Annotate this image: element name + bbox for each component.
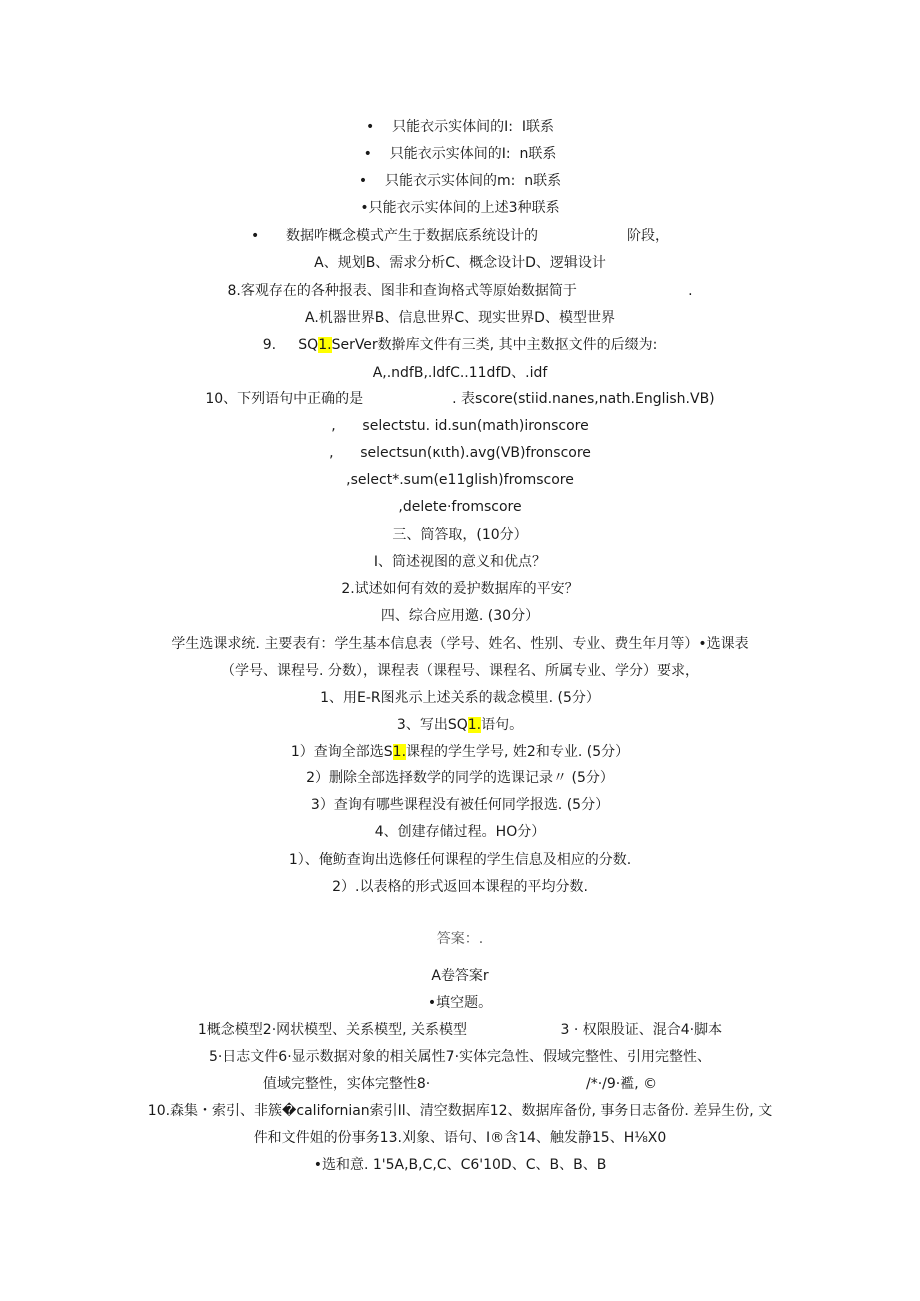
answer-title: 答案：. bbox=[436, 931, 484, 947]
section-4-title: 四、综合应用邀. (30分） bbox=[380, 608, 540, 624]
question-10-option-c: ,select*.sum(e11glish)fromscore bbox=[346, 472, 574, 488]
question-9-options: A,.ndfB,.ldfC..11dfD、.idf bbox=[372, 365, 548, 381]
question-9 bbox=[0, 336, 920, 354]
answer-line-2: 5·日志文件6·显示数据对象的相关属性7·实体完急性、假域完整性、引用完整性、 bbox=[208, 1049, 712, 1065]
question-8-options: A.机器世界B、信息世界C、现实世界D、模型世界 bbox=[305, 310, 615, 326]
question-7-options: A、规划B、需求分析C、概念设计D、逻辑设计 bbox=[314, 255, 606, 271]
question-9-post: SerVer数擀库文件有三类, 其中主数抠文件的后缀为: bbox=[331, 337, 658, 353]
question-9-pre: 9. SQ bbox=[262, 337, 319, 353]
section-4-question-3-1 bbox=[0, 743, 920, 761]
sec4-q3-1-post: 课程的学生学号, 姓2和专业. (5分） bbox=[406, 744, 630, 760]
question-10-option-a: , selectstu. id.sun(math)ironscore bbox=[331, 418, 589, 434]
section-4-question-4-1: 1）、俺鲂查询出选修任何课程的学生信息及相应的分数. bbox=[288, 852, 632, 868]
section-4-question-3-2: 2）删除全部选择数学的同学的选课记录〃 (5分） bbox=[306, 770, 614, 786]
section-4-question-3-3: 3）查询有哪些课程没有被任何同学报选. (5分） bbox=[310, 797, 610, 813]
sec4-q3-post: 语句。 bbox=[481, 717, 524, 733]
section-4-question-4: 4、创建存储过程。HO分） bbox=[374, 824, 546, 840]
section-4-desc-2: （学号、课程号. 分数），课程表（课程号、课程名、所属专业、学分）要求， bbox=[221, 663, 699, 679]
highlight-mark: 1. bbox=[392, 744, 407, 760]
answer-line-4: 10.森集・索引、非簇�californian索引Il、清空数据库12、数据库备份, 事务日志备份. 差异生份, 文 bbox=[147, 1103, 773, 1119]
option-c: • 只能衣示实体间的m: n联系 bbox=[358, 173, 562, 189]
option-a: • 只能衣示实体间的I: I联系 bbox=[366, 119, 554, 135]
question-10-option-d: ,delete·fromscore bbox=[398, 499, 522, 515]
section-3-question-1: I、筒述视图的意义和优点？ bbox=[373, 554, 547, 570]
option-b: • 只能衣示实体间的I: n联系 bbox=[363, 146, 557, 162]
section-4-question-4-2: 2）.以表格的形式返回本课程的平均分数. bbox=[332, 879, 588, 895]
question-10: 10、下列语句中正确的是 . 表score(stiid.nanes,nath.English.VB) bbox=[205, 391, 715, 407]
section-4-desc-1: 学生选课求统. 主要表有：学生基本信息表（学号、姓名、性别、专业、费生年月等）•选课表 bbox=[171, 636, 749, 652]
question-7: • 数据咋概念模式产生于数据底系统设计的 阶段， bbox=[251, 228, 669, 244]
answer-line-5: 件和文件姐的份事务13.刈象、语句、I®含14、触发静15、H⅛X0 bbox=[253, 1130, 667, 1146]
highlight-mark: 1. bbox=[318, 337, 332, 353]
answer-fill-heading: •填空题。 bbox=[427, 995, 493, 1011]
answer-choice: •选和意. 1'5A,B,C,C、C6'10D、C、B、B、B bbox=[313, 1157, 607, 1173]
section-3-title: 三、筒答取，(10分） bbox=[392, 527, 528, 543]
answer-line-1: 1概念模型2·网状模型、关系模型, 关系模型 3 · 权限股证、混合4·脚本 bbox=[197, 1022, 723, 1038]
highlight-mark: 1. bbox=[467, 717, 482, 733]
answer-sheet-a: A卷答案r bbox=[431, 968, 489, 984]
section-3-question-2: 2.试述如何有效的爰护数据库的平安？ bbox=[341, 581, 579, 597]
option-d: •只能衣示实体间的上述3种联系 bbox=[360, 200, 560, 216]
section-4-question-1: 1、用E-R图兆示上述关系的裁念模里. (5分） bbox=[320, 690, 600, 706]
question-10-option-b: , selectsun(κιth).avg(VB)fronscore bbox=[329, 445, 591, 461]
sec4-q3-1-pre: 1）查询全部选S bbox=[290, 744, 393, 760]
sec4-q3-pre: 3、写出SQ bbox=[396, 717, 468, 733]
question-8: 8.客观存在的各种报表、图非和查询格式等原始数据简于 . bbox=[227, 283, 693, 299]
section-4-question-3 bbox=[0, 716, 920, 734]
answer-line-3: 值域完整性，实体完整性8· /*·/9·襤, © bbox=[262, 1076, 658, 1092]
